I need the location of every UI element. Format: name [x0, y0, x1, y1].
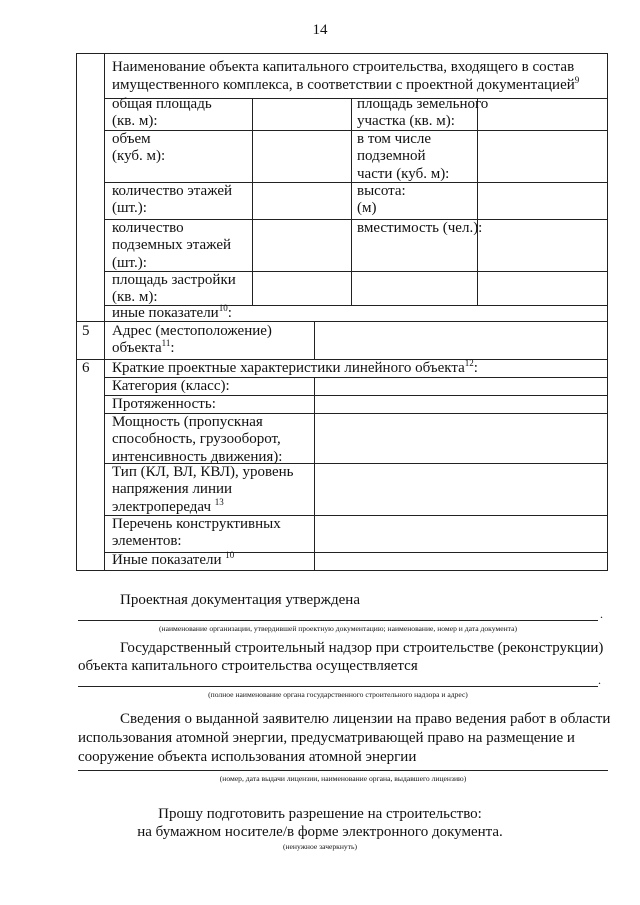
request-strike-note: (ненужное зачеркнуть): [282, 842, 358, 851]
request-line-1: Прошу подготовить разрешение на строительство:: [158, 806, 482, 822]
category-label: Категория (класс):: [112, 378, 230, 394]
license-caption: (номер, дата выдачи лицензии, наименование органа, выдавшего лицензию): [219, 774, 467, 783]
other-linear-indicators-label: Иные показатели $^{10}$: [112, 550, 235, 568]
structural-elements-label: Перечень конструктивных элементов:: [112, 516, 281, 550]
request-line-2: на бумажном носителе/в форме электронного документа.: [137, 824, 503, 840]
docs-approved-caption: (наименование организации, утвердившей проектную документацию; наименование, номер и дата документа): [159, 624, 517, 633]
license-field[interactable]: [78, 770, 608, 771]
underground-volume-label: в том числе подземной части (куб. м):: [357, 131, 450, 182]
row-number-5: 5: [82, 323, 90, 339]
footnote-mark: 13: [214, 496, 224, 507]
supervision-caption: (полное наименование органа государственного строительного надзора и адрес): [208, 690, 468, 699]
address-label: Адрес (местоположение) объекта$^{11}$:: [112, 323, 272, 357]
power-label: Мощность (пропускная способность, грузооборот, интенсивность движения):: [112, 414, 283, 465]
license-text-line-1: Сведения о выданной заявителю лицензии на право ведения работ в области: [120, 711, 611, 727]
footnote-mark: 12: [464, 358, 474, 368]
object-header-line-1: Наименование объекта капитального строительства, входящего в состав: [112, 59, 575, 75]
footnote-mark: 9: [574, 75, 580, 85]
linear-object-header: Краткие проектные характеристики линейного объекта$^{12}$:: [112, 358, 478, 376]
supervision-text-line-1: Государственный строительный надзор при строительстве (реконструкции): [120, 640, 604, 656]
object-header-line-2: имущественного комплекса, в соответствии с проектной документацией$^9$: [112, 75, 580, 93]
built-area-label: площадь застройки (кв. м):: [112, 272, 236, 306]
underground-floors-label: количество подземных этажей (шт.):: [112, 220, 232, 271]
total-area-label: общая площадь (кв. м):: [112, 96, 212, 130]
volume-label: объем (куб. м):: [112, 131, 166, 165]
height-label: высота: (м): [357, 183, 406, 217]
footnote-mark: 10: [218, 303, 228, 313]
footnote-mark: 11: [161, 338, 171, 349]
license-text-line-3: сооружение объекта использования атомной энергии: [78, 749, 417, 765]
line-type-label: Тип (КЛ, ВЛ, КВЛ), уровень напряжения линии электропередач $^{13}$: [112, 464, 294, 515]
supervision-field[interactable]: [78, 686, 598, 687]
length-label: Протяженность:: [112, 396, 216, 412]
land-area-label: площадь земельного участка (кв. м):: [357, 96, 489, 130]
docs-approved-text: Проектная документация утверждена: [120, 592, 360, 608]
capacity-label: вместимость (чел.):: [357, 220, 483, 236]
page-number: 14: [312, 22, 328, 38]
other-indicators-label: иные показатели$^{10}$:: [112, 303, 232, 321]
license-text-line-2: использования атомной энергии, предусматривающей право на размещение и: [78, 730, 575, 746]
footnote-mark: 10: [225, 550, 235, 560]
docs-approved-field[interactable]: [78, 620, 598, 621]
row-number-6: 6: [82, 360, 90, 376]
supervision-text-line-2: объекта капитального строительства осуществляется: [78, 658, 418, 674]
floors-label: количество этажей (шт.):: [112, 183, 233, 217]
